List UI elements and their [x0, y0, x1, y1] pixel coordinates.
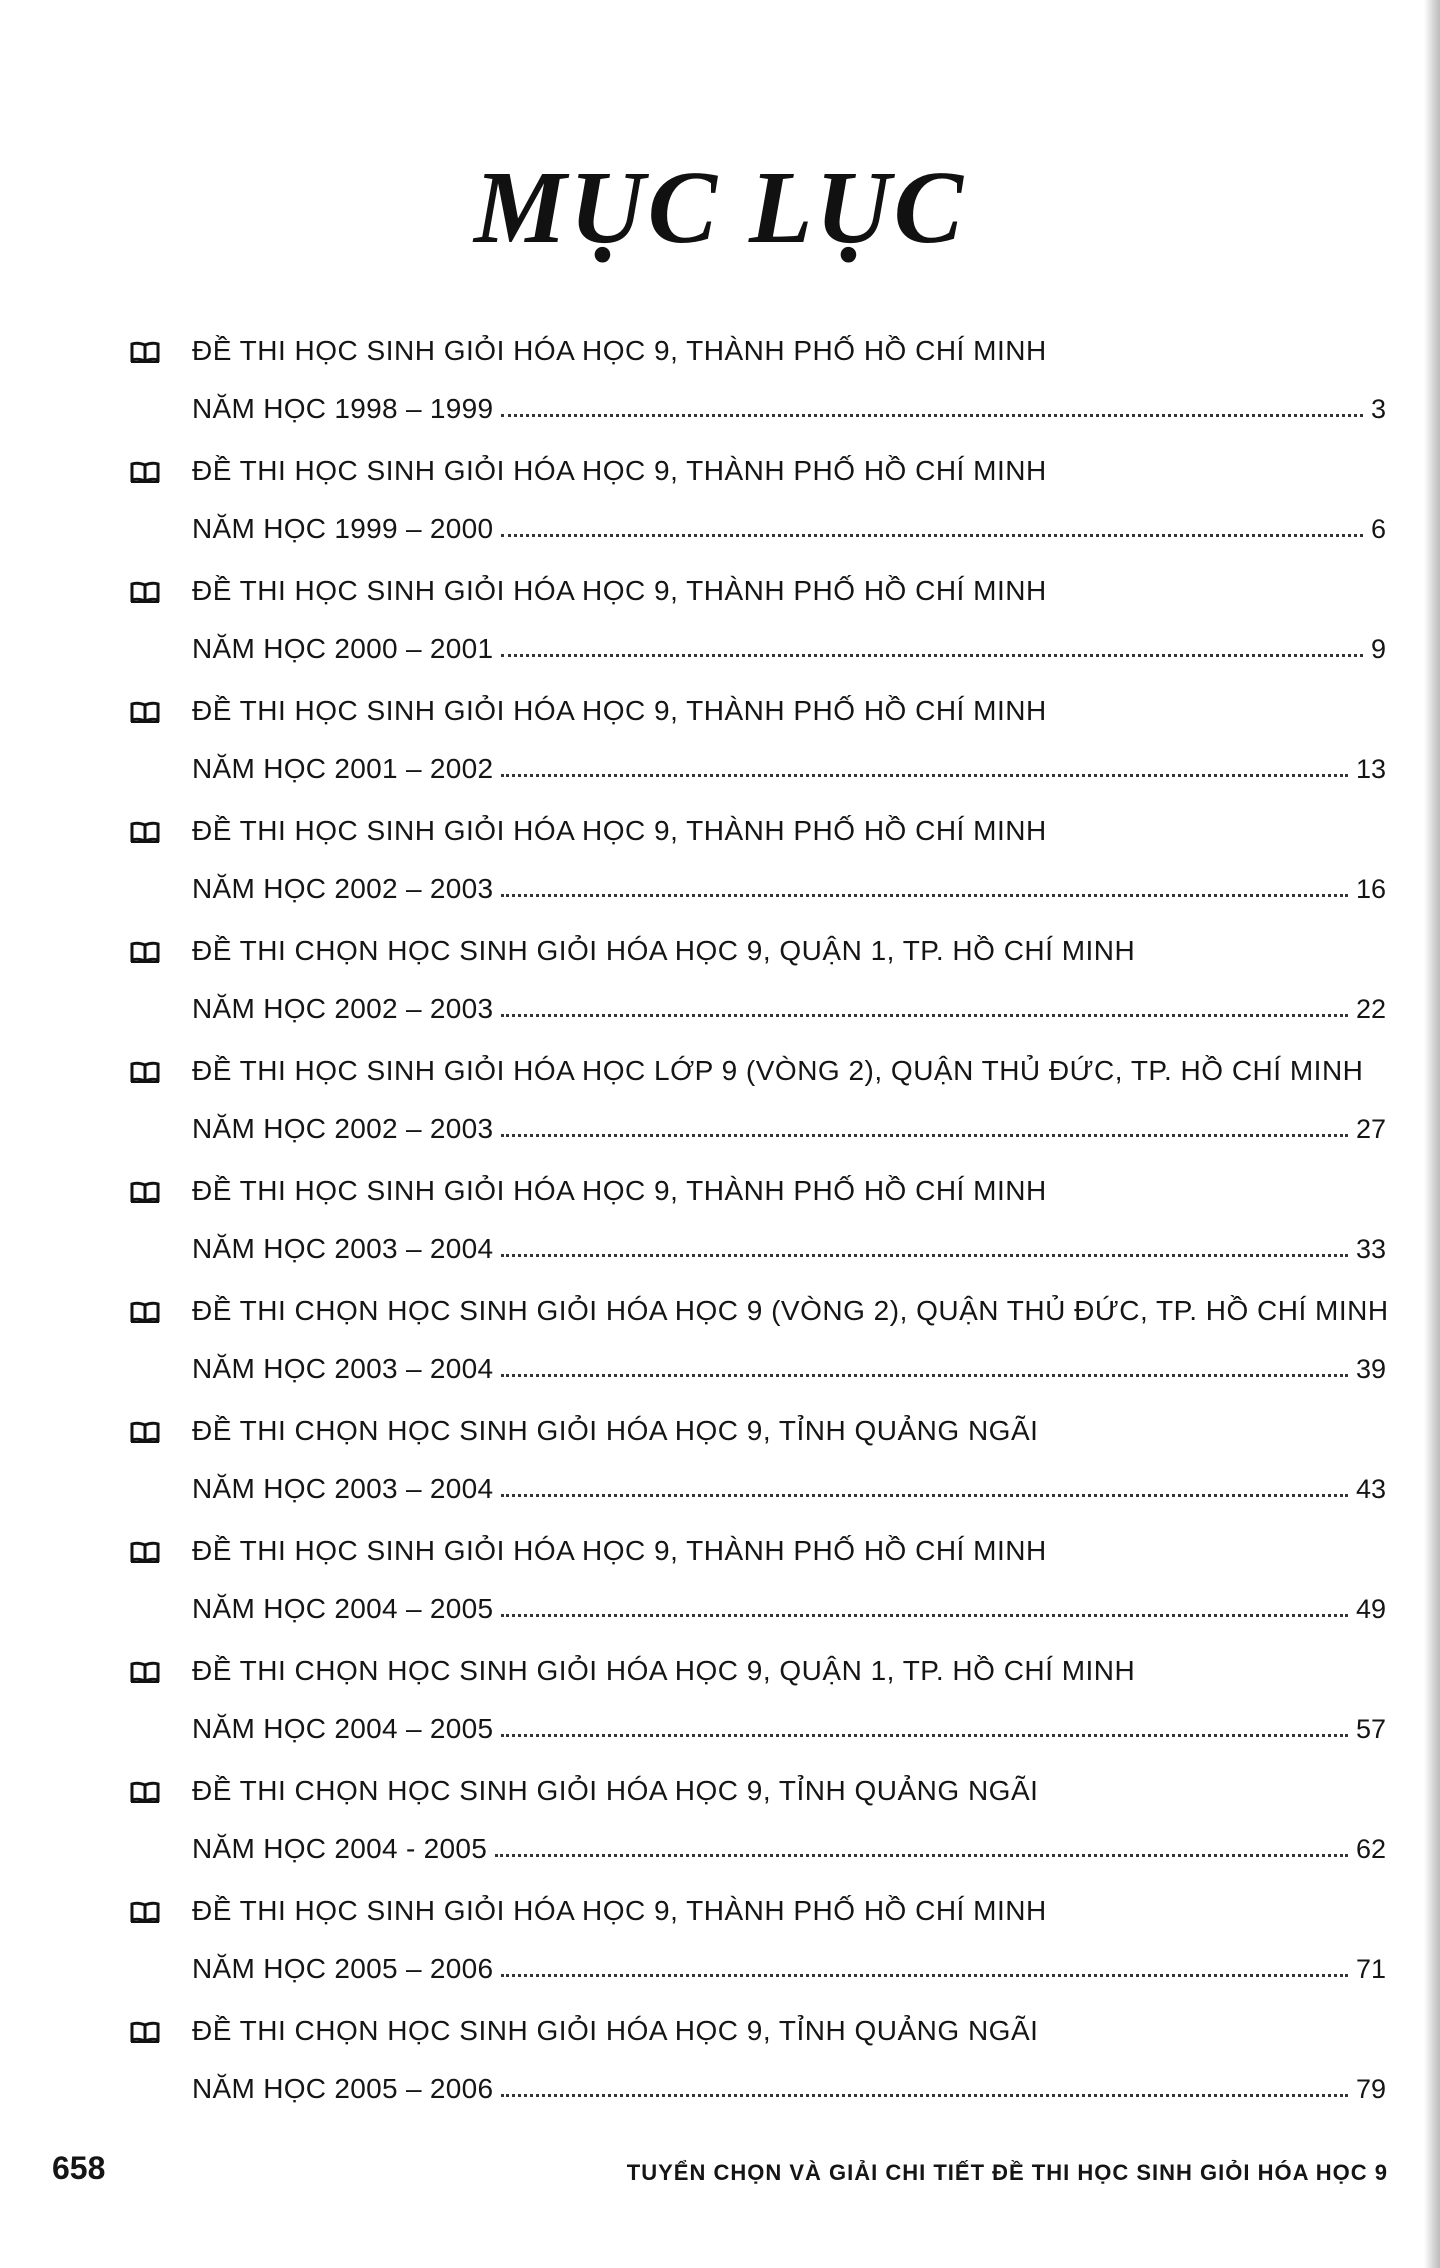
- open-book-icon: [130, 1301, 160, 1323]
- dot-leader: [495, 1853, 1348, 1857]
- toc-entry-year-line: [192, 1231, 1386, 1267]
- toc-entry-year: NĂM HỌC 2004 – 2005: [192, 1713, 494, 1744]
- toc-entry-page: 57: [1355, 1714, 1386, 1744]
- page-edge-shadow: [1424, 0, 1440, 2268]
- dot-leader: [501, 1013, 1348, 1017]
- toc-entry-title: ĐỀ THI HỌC SINH GIỎI HÓA HỌC 9, THÀNH PHỐ HỒ CHÍ MINH: [192, 335, 1047, 366]
- toc-entry-year-line: [192, 871, 1386, 907]
- toc-entry-title: ĐỀ THI HỌC SINH GIỎI HÓA HỌC 9, THÀNH PHỐ HỒ CHÍ MINH: [192, 1895, 1047, 1926]
- toc-entry-year-line: [192, 1711, 1386, 1747]
- open-book-icon: [130, 461, 160, 483]
- toc-entry[interactable]: [118, 693, 1398, 813]
- toc-entry-title: ĐỀ THI CHỌN HỌC SINH GIỎI HÓA HỌC 9, TỈNH QUẢNG NGÃI: [192, 1415, 1039, 1446]
- toc-entry-year-line: [192, 631, 1386, 667]
- toc-entry-year: NĂM HỌC 1998 – 1999: [192, 393, 494, 424]
- dot-leader: [501, 2093, 1348, 2097]
- toc-entry-page: 9: [1370, 634, 1386, 664]
- toc-entry-year-line: [192, 511, 1386, 547]
- open-book-icon: [130, 341, 160, 363]
- toc-entry-year-line: [192, 1471, 1386, 1507]
- dot-leader: [501, 533, 1363, 537]
- toc-entry-title: ĐỀ THI HỌC SINH GIỎI HÓA HỌC 9, THÀNH PHỐ HỒ CHÍ MINH: [192, 1175, 1047, 1206]
- toc-entry-title: ĐỀ THI HỌC SINH GIỎI HÓA HỌC LỚP 9 (VÒNG 2), QUẬN THỦ ĐỨC, TP. HỒ CHÍ MINH: [192, 1055, 1364, 1086]
- page-title: MỤC LỤC: [474, 150, 966, 265]
- open-book-icon: [130, 1781, 160, 1803]
- toc-entry-year: NĂM HỌC 2002 – 2003: [192, 993, 494, 1024]
- toc-entry-title: ĐỀ THI CHỌN HỌC SINH GIỎI HÓA HỌC 9, TỈNH QUẢNG NGÃI: [192, 1775, 1039, 1806]
- toc-entry-title: ĐỀ THI CHỌN HỌC SINH GIỎI HÓA HỌC 9, QUẬN 1, TP. HỒ CHÍ MINH: [192, 935, 1136, 966]
- toc-entry-year-line: [192, 1591, 1386, 1627]
- toc-entry-year: NĂM HỌC 2002 – 2003: [192, 1113, 494, 1144]
- toc-entry-year-line: [192, 1831, 1386, 1867]
- toc-entry-year-line: [192, 391, 1386, 427]
- toc-entry-title: ĐỀ THI HỌC SINH GIỎI HÓA HỌC 9, THÀNH PHỐ HỒ CHÍ MINH: [192, 1535, 1047, 1566]
- toc-entry[interactable]: [118, 573, 1398, 693]
- toc-entry-year-line: [192, 991, 1386, 1027]
- toc-entry-title: ĐỀ THI HỌC SINH GIỎI HÓA HỌC 9, THÀNH PHỐ HỒ CHÍ MINH: [192, 455, 1047, 486]
- dot-leader: [501, 1493, 1348, 1497]
- toc-entry-year-line: [192, 1351, 1386, 1387]
- toc-entry[interactable]: [118, 1533, 1398, 1653]
- toc-entry-page: 16: [1355, 874, 1386, 904]
- toc-entry-page: 43: [1355, 1474, 1386, 1504]
- dot-leader: [501, 1613, 1348, 1617]
- toc-entry-page: 33: [1355, 1234, 1386, 1264]
- open-book-icon: [130, 1541, 160, 1563]
- open-book-icon: [130, 821, 160, 843]
- toc-entry-year: NĂM HỌC 2004 - 2005: [192, 1833, 488, 1864]
- toc-entry[interactable]: [118, 1653, 1398, 1773]
- dot-leader: [501, 1733, 1348, 1737]
- toc-entry-title: ĐỀ THI HỌC SINH GIỎI HÓA HỌC 9, THÀNH PHỐ HỒ CHÍ MINH: [192, 575, 1047, 606]
- toc-entry-year: NĂM HỌC 2003 – 2004: [192, 1233, 494, 1264]
- toc-entry-year: NĂM HỌC 2002 – 2003: [192, 873, 494, 904]
- toc-entry-page: 13: [1355, 754, 1386, 784]
- dot-leader: [501, 653, 1363, 657]
- toc-entry-year: NĂM HỌC 2003 – 2004: [192, 1353, 494, 1384]
- toc-entry-year: NĂM HỌC 1999 – 2000: [192, 513, 494, 544]
- toc-entry[interactable]: [118, 1053, 1398, 1173]
- toc-entry-year: NĂM HỌC 2004 – 2005: [192, 1593, 494, 1624]
- toc-entry[interactable]: [118, 453, 1398, 573]
- toc-entry-year: NĂM HỌC 2005 – 2006: [192, 1953, 494, 1984]
- toc-entry-title: ĐỀ THI CHỌN HỌC SINH GIỎI HÓA HỌC 9 (VÒNG 2), QUẬN THỦ ĐỨC, TP. HỒ CHÍ MINH: [192, 1295, 1389, 1326]
- dot-leader: [501, 1133, 1348, 1137]
- toc-entry-title: ĐỀ THI HỌC SINH GIỎI HÓA HỌC 9, THÀNH PHỐ HỒ CHÍ MINH: [192, 815, 1047, 846]
- toc-entry-title: ĐỀ THI CHỌN HỌC SINH GIỎI HÓA HỌC 9, QUẬN 1, TP. HỒ CHÍ MINH: [192, 1655, 1136, 1686]
- toc-entry-page: 6: [1370, 514, 1386, 544]
- dot-leader: [501, 893, 1348, 897]
- open-book-icon: [130, 1661, 160, 1683]
- toc-entry-title: ĐỀ THI HỌC SINH GIỎI HÓA HỌC 9, THÀNH PHỐ HỒ CHÍ MINH: [192, 695, 1047, 726]
- dot-leader: [501, 1253, 1348, 1257]
- toc-entry[interactable]: [118, 1413, 1398, 1533]
- toc-entry[interactable]: [118, 1293, 1398, 1413]
- toc-entry[interactable]: [118, 333, 1398, 453]
- toc-entry-page: 3: [1370, 394, 1386, 424]
- open-book-icon: [130, 1181, 160, 1203]
- toc-entry-page: 71: [1355, 1954, 1386, 1984]
- toc-entry-page: 22: [1355, 994, 1386, 1024]
- open-book-icon: [130, 941, 160, 963]
- toc-entry-title: ĐỀ THI CHỌN HỌC SINH GIỎI HÓA HỌC 9, TỈNH QUẢNG NGÃI: [192, 2015, 1039, 2046]
- open-book-icon: [130, 1421, 160, 1443]
- toc-entry-year-line: [192, 1111, 1386, 1147]
- toc-entry-year: NĂM HỌC 2003 – 2004: [192, 1473, 494, 1504]
- toc-entry-page: 62: [1355, 1834, 1386, 1864]
- toc-entry-year-line: [192, 751, 1386, 787]
- dot-leader: [501, 413, 1363, 417]
- open-book-icon: [130, 1901, 160, 1923]
- dot-leader: [501, 1973, 1348, 1977]
- toc-entry[interactable]: [118, 1173, 1398, 1293]
- footer-book-title: TUYỂN CHỌN VÀ GIẢI CHI TIẾT ĐỀ THI HỌC SINH GIỎI HÓA HỌC 9: [626, 2160, 1388, 2185]
- toc-entry-year: NĂM HỌC 2001 – 2002: [192, 753, 494, 784]
- toc-entry-year-line: [192, 2071, 1386, 2107]
- footer-page-number: 658: [52, 2150, 106, 2186]
- toc-entry[interactable]: [118, 1893, 1398, 2013]
- toc-entry[interactable]: [118, 933, 1398, 1053]
- toc-entry[interactable]: [118, 813, 1398, 933]
- toc-entry-year: NĂM HỌC 2005 – 2006: [192, 2073, 494, 2104]
- open-book-icon: [130, 701, 160, 723]
- open-book-icon: [130, 2021, 160, 2043]
- toc-entry-page: 39: [1355, 1354, 1386, 1384]
- open-book-icon: [130, 581, 160, 603]
- toc-entry-page: 49: [1355, 1594, 1386, 1624]
- toc-entry[interactable]: [118, 1773, 1398, 1893]
- dot-leader: [501, 1373, 1348, 1377]
- toc-entry-year-line: [192, 1951, 1386, 1987]
- open-book-icon: [130, 1061, 160, 1083]
- dot-leader: [501, 773, 1348, 777]
- toc-entry[interactable]: [118, 2013, 1398, 2133]
- toc-entry-page: 79: [1355, 2074, 1386, 2104]
- table-of-contents: [118, 333, 1398, 2133]
- toc-entry-year: NĂM HỌC 2000 – 2001: [192, 633, 494, 664]
- toc-entry-page: 27: [1355, 1114, 1386, 1144]
